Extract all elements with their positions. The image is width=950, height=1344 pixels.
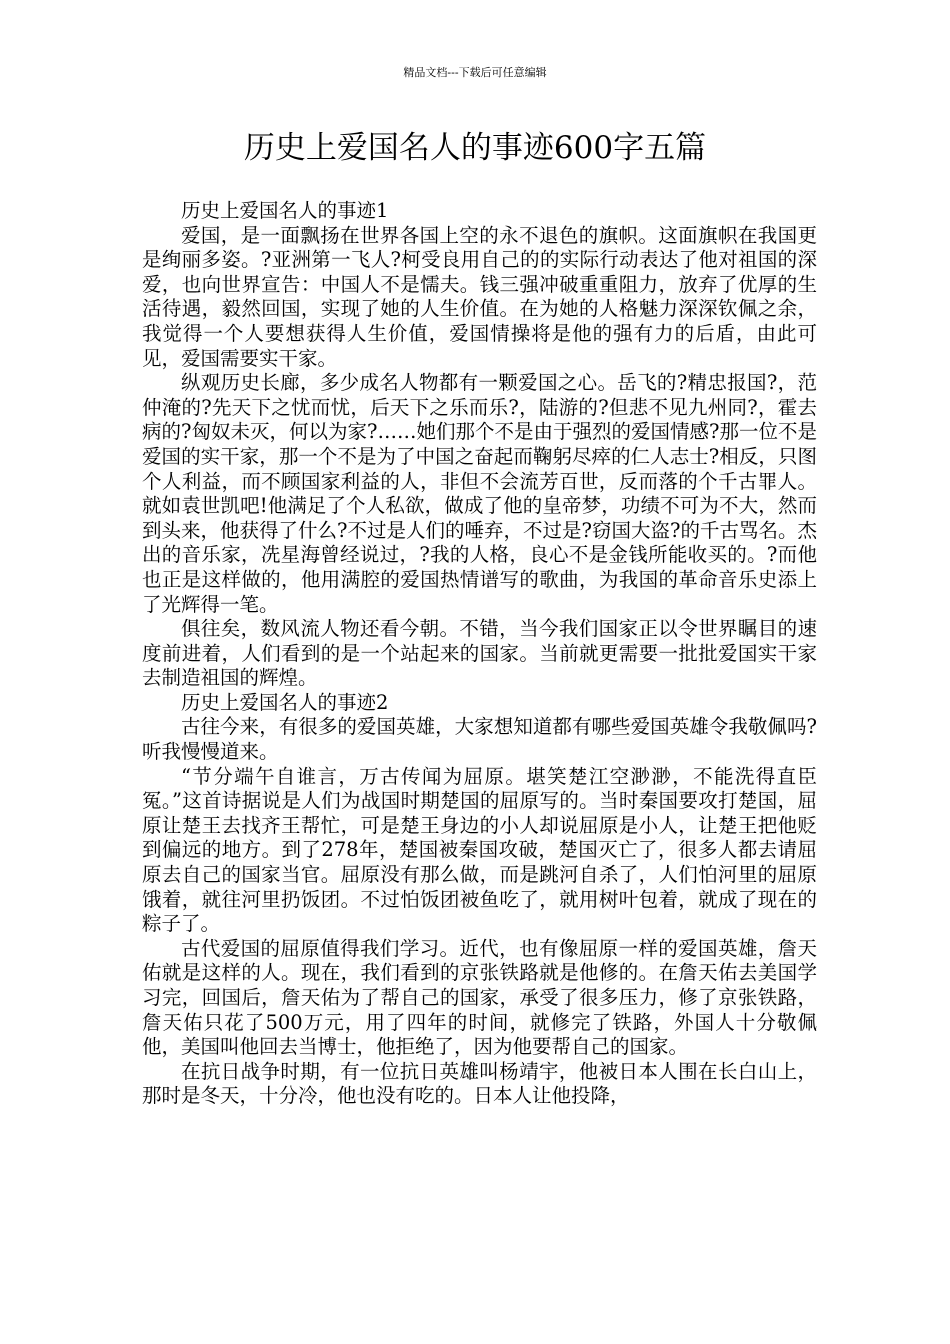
paragraph: “节分端午自谁言，万古传闻为屈原。堪笑楚江空渺渺，不能洗得直臣冤。”这首诗据说是人们为战国时期楚国的屈原写的。当时秦国要攻打楚国，屈原让楚王去找齐王帮忙，可是楚王身边的小人却说屈原是小人，让楚王把他贬到偏远的地方。到了278年，楚国被秦国攻破，楚国灭亡了，很多人都去请屈原去自己的国家当官。屈原没有那么做，而是跳河自杀了，人们怕河里的屈原饿着，就往河里扔饭团。不过怕饭团被鱼吃了，就用树叶包着，就成了现在的粽子了。 [142,764,817,936]
paragraph: 纵观历史长廊，多少成名人物都有一颗爱国之心。岳飞的?精忠报国?，范仲淹的?先天下之忧而忧，后天下之乐而乐?，陆游的?但悲不见九州同?，霍去病的?匈奴未灭，何以为家?……她们那个不是由于强烈的爱国情感?那一位不是爱国的实干家，那一个不是为了中国之奋起而鞠躬尽瘁的仁人志士?相反，只图个人利益，而不顾国家利益的人，非但不会流芳百世，反而落的个千古罪人。就如袁世凯吧!他满足了个人私欲，做成了他的皇帝梦，功绩不可为不大，然而到头来，他获得了什么?不过是人们的唾弃，不过是?窃国大盗?的千古骂名。杰出的音乐家，冼星海曾经说过，?我的人格，良心不是金钱所能收买的。?而他也正是这样做的，他用满腔的爱国热情谱写的歌曲，为我国的革命音乐史添上了光辉得一笔。 [142,371,817,616]
paragraph: 俱往矣，数风流人物还看今朝。不错，当今我们国家正以令世界瞩目的速度前进着，人们看到的是一个站起来的国家。当前就更需要一批批爱国实干家去制造祖国的辉煌。 [142,617,817,690]
header-note: 精品文档---下载后可任意编辑 [403,66,547,79]
document-title: 历史上爱国名人的事迹600字五篇 [243,130,707,166]
paragraph: 在抗日战争时期，有一位抗日英雄叫杨靖宇，他被日本人围在长白山上，那时是冬天，十分冷，他也没有吃的。日本人让他投降， [142,1059,817,1108]
document-body [142,199,817,1109]
paragraph: 古往今来，有很多的爱国英雄，大家想知道都有哪些爱国英雄令我敬佩吗?听我慢慢道来。 [142,715,817,764]
section-heading-1: 历史上爱国名人的事迹1 [181,199,389,222]
paragraph: 爱国，是一面飘扬在世界各国上空的永不退色的旗帜。这面旗帜在我国更是绚丽多姿。?亚洲第一飞人?柯受良用自己的的实际行动表达了他对祖国的深爱，也向世界宣告：中国人不是懦夫。钱三强冲破重重阻力，放弃了优厚的生活待遇，毅然回国，实现了她的人生价值。在为她的人格魅力深深钦佩之余，我觉得一个人要想获得人生价值，爱国情操将是他的强有力的后盾，由此可见，爱国需要实干家。 [142,223,817,370]
paragraph: 古代爱国的屈原值得我们学习。近代，也有像屈原一样的爱国英雄，詹天佑就是这样的人。现在，我们看到的京张铁路就是他修的。在詹天佑去美国学习完，回国后，詹天佑为了帮自己的国家，承受了很多压力，修了京张铁路，詹天佑只花了500万元，用了四年的时间，就修完了铁路，外国人十分敬佩他，美国叫他回去当博士，他拒绝了，因为他要帮自己的国家。 [142,936,817,1059]
section-heading-2: 历史上爱国名人的事迹2 [181,690,389,714]
